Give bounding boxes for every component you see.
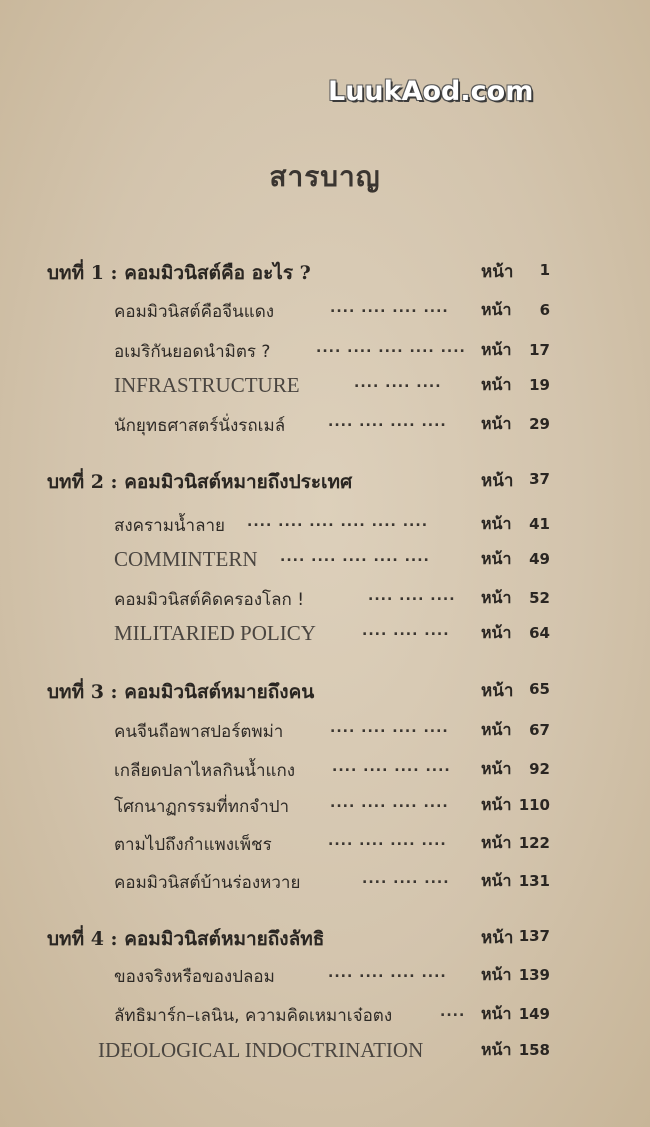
toc-entry-row: [0, 963, 650, 993]
page-number: 137: [518, 927, 550, 945]
page-word: หน้า: [481, 795, 512, 814]
page-word: หน้า: [481, 262, 514, 282]
page-word: หน้า: [481, 300, 512, 319]
leader-dots: ....: [440, 1004, 466, 1020]
toc-entry-row: [0, 831, 650, 861]
page-word: หน้า: [481, 759, 512, 778]
page-word: หน้า: [481, 871, 512, 890]
toc-entry-row: [0, 718, 650, 748]
leader-dots: .... .... .... .... ....: [280, 549, 430, 565]
toc-entry-row: [0, 1038, 650, 1068]
page-word: หน้า: [481, 681, 514, 701]
leader-dots: .... .... ....: [354, 375, 442, 391]
chapter-title: บทที่ 4 : คอมมิวนิสต์หมายถึงลัทธิ: [47, 928, 325, 950]
watermark-logo: LuukAod.com: [328, 76, 534, 107]
toc-chapter-row: [0, 924, 650, 954]
entry-title: อเมริกันยอดนำมิตร ?: [114, 342, 271, 362]
toc-entry-row: [0, 298, 650, 328]
toc-entry-row: [0, 793, 650, 823]
page-word: หน้า: [481, 1004, 512, 1023]
leader-dots: .... .... ....: [362, 623, 450, 639]
toc-entry-row: [0, 373, 650, 403]
chapter-title: บทที่ 3 : คอมมิวนิสต์หมายถึงคน: [47, 681, 315, 703]
toc-entry-row: [0, 757, 650, 787]
entry-title: โศกนาฏกรรมที่ทกจำปา: [114, 797, 290, 817]
entry-title: คอมมิวนิสต์คือจีนแดง: [114, 302, 275, 322]
leader-dots: .... .... .... ....: [330, 300, 449, 316]
page-word: หน้า: [481, 1040, 512, 1059]
entry-title: คอมมิวนิสต์คิดครองโลก !: [114, 590, 305, 610]
page-number: 122: [518, 834, 550, 852]
page-number: 158: [518, 1041, 550, 1059]
page-word: หน้า: [481, 340, 512, 359]
leader-dots: .... .... .... ....: [328, 414, 447, 430]
entry-title: IDEOLOGICAL INDOCTRINATION: [98, 1038, 424, 1062]
page-word: หน้า: [481, 375, 512, 394]
page-number: 17: [529, 341, 550, 359]
entry-title: เกลียดปลาไหลกินน้ำแกง: [114, 761, 296, 781]
page-number: 1: [539, 261, 550, 279]
page-word: หน้า: [481, 549, 512, 568]
toc-chapter-row: [0, 467, 650, 497]
page-word: หน้า: [481, 965, 512, 984]
page-number: 92: [529, 760, 550, 778]
page-word: หน้า: [481, 928, 514, 948]
toc-chapter-row: [0, 258, 650, 288]
leader-dots: .... .... .... ....: [330, 720, 449, 736]
page-number: 49: [529, 550, 550, 568]
page-word: หน้า: [481, 623, 512, 642]
page-number: 19: [529, 376, 550, 394]
toc-entry-row: [0, 586, 650, 616]
entry-title: INFRASTRUCTURE: [114, 373, 300, 397]
page-word: หน้า: [481, 414, 512, 433]
leader-dots: .... .... ....: [368, 588, 456, 604]
toc-entry-row: [0, 1002, 650, 1032]
page-word: หน้า: [481, 471, 514, 491]
entry-title: สงครามน้ำลาย: [114, 516, 226, 536]
toc-entry-row: [0, 547, 650, 577]
page-number: 65: [529, 680, 550, 698]
toc-entry-row: [0, 512, 650, 542]
page-number: 110: [518, 796, 550, 814]
page-word: หน้า: [481, 833, 512, 852]
page-number: 139: [518, 966, 550, 984]
chapter-title: บทที่ 2 : คอมมิวนิสต์หมายถึงประเทศ: [47, 471, 353, 493]
leader-dots: .... .... .... ....: [328, 833, 447, 849]
page-word: หน้า: [481, 588, 512, 607]
leader-dots: .... .... .... .... ....: [316, 340, 466, 356]
toc-entry-row: [0, 621, 650, 651]
toc-chapter-row: [0, 677, 650, 707]
entry-title: ของจริงหรือของปลอม: [114, 967, 275, 987]
entry-title: ลัทธิมาร์ก–เลนิน, ความคิดเหมาเจ๋อตง: [114, 1006, 393, 1026]
page-number: 149: [518, 1005, 550, 1023]
chapter-title: บทที่ 1 : คอมมิวนิสต์คือ อะไร ?: [47, 262, 311, 284]
page-number: 67: [529, 721, 550, 739]
leader-dots: .... .... ....: [362, 871, 450, 887]
entry-title: COMMINTERN: [114, 547, 258, 571]
leader-dots: .... .... .... ....: [330, 795, 449, 811]
page-number: 29: [529, 415, 550, 433]
page-number: 131: [518, 872, 550, 890]
entry-title: MILITARIED POLICY: [114, 621, 316, 645]
leader-dots: .... .... .... ....: [328, 965, 447, 981]
leader-dots: .... .... .... .... .... ....: [247, 514, 429, 530]
page-number: 37: [529, 470, 550, 488]
toc-entry-row: [0, 412, 650, 442]
page-number: 52: [529, 589, 550, 607]
entry-title: คอมมิวนิสต์บ้านร่องหวาย: [114, 873, 301, 893]
page-title: สารบาญ: [269, 160, 381, 193]
page-word: หน้า: [481, 514, 512, 533]
entry-title: ตามไปถึงกำแพงเพ็ชร: [114, 835, 272, 855]
page-number: 6: [539, 301, 550, 319]
leader-dots: .... .... .... ....: [332, 759, 451, 775]
page-number: 41: [529, 515, 550, 533]
entry-title: คนจีนถือพาสปอร์ตพม่า: [114, 722, 284, 742]
toc-entry-row: [0, 869, 650, 899]
page-number: 64: [529, 624, 550, 642]
toc-entry-row: [0, 338, 650, 368]
page-word: หน้า: [481, 720, 512, 739]
entry-title: นักยุทธศาสตร์นั่งรถเมล์: [114, 416, 286, 436]
